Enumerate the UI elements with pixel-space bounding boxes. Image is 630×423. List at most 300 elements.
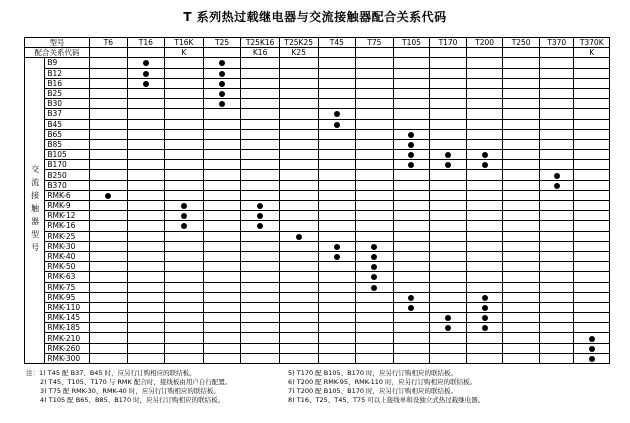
contactor-label: B65 xyxy=(45,129,90,139)
match-cell xyxy=(203,323,241,333)
match-cell xyxy=(503,190,540,200)
match-cell xyxy=(90,272,128,282)
match-cell xyxy=(127,231,165,241)
match-cell xyxy=(430,313,467,323)
match-cell xyxy=(356,129,394,139)
match-cell xyxy=(356,292,394,302)
match-cell xyxy=(393,323,430,333)
table-row xyxy=(25,160,610,170)
match-cell xyxy=(279,150,318,160)
match-cell xyxy=(127,88,165,98)
code-cell xyxy=(318,48,356,58)
match-cell xyxy=(127,78,165,88)
match-cell xyxy=(356,139,394,149)
table-row xyxy=(25,333,610,343)
match-cell xyxy=(539,262,574,272)
match-cell xyxy=(356,353,394,363)
relay-header: T6 xyxy=(90,38,128,48)
match-cell xyxy=(393,241,430,251)
match-cell xyxy=(503,241,540,251)
match-cell xyxy=(203,343,241,353)
match-cell xyxy=(165,78,204,88)
contactor-label: RMK-25 xyxy=(45,231,90,241)
match-cell xyxy=(241,201,280,211)
match-cell xyxy=(393,272,430,282)
table-row xyxy=(25,58,610,68)
match-cell xyxy=(393,313,430,323)
contactor-label: RMK-75 xyxy=(45,282,90,292)
match-cell xyxy=(203,58,241,68)
match-cell xyxy=(279,109,318,119)
table-row xyxy=(25,78,610,88)
contactor-side-label: 交流接触器型号 xyxy=(25,58,45,364)
match-cell xyxy=(127,302,165,312)
match-cell xyxy=(318,68,356,78)
match-cell xyxy=(539,221,574,231)
table-row xyxy=(25,211,610,221)
match-cell xyxy=(539,58,574,68)
match-cell xyxy=(241,241,280,251)
match-cell xyxy=(393,333,430,343)
match-cell xyxy=(356,160,394,170)
match-cell xyxy=(430,221,467,231)
match-cell xyxy=(318,231,356,241)
match-cell xyxy=(539,109,574,119)
match-cell xyxy=(279,313,318,323)
contactor-label: RMK-63 xyxy=(45,272,90,282)
match-cell xyxy=(127,139,165,149)
match-cell xyxy=(466,292,503,302)
match-cell xyxy=(241,170,280,180)
match-cell xyxy=(165,109,204,119)
match-cell xyxy=(503,343,540,353)
match-cell xyxy=(356,302,394,312)
match-dot-icon xyxy=(181,213,187,219)
match-cell xyxy=(279,170,318,180)
header-row-code xyxy=(25,48,610,58)
match-cell xyxy=(127,129,165,139)
match-cell xyxy=(466,109,503,119)
match-cell xyxy=(203,333,241,343)
table-row xyxy=(25,139,610,149)
match-cell xyxy=(574,68,610,78)
match-cell xyxy=(503,323,540,333)
match-cell xyxy=(503,180,540,190)
match-cell xyxy=(356,282,394,292)
match-cell xyxy=(574,88,610,98)
match-cell xyxy=(539,353,574,363)
note-line: 6) T200 配 RMK-95、RMK-110 时，应另行订购相应的联结板。 xyxy=(288,378,477,386)
relay-header: T370K xyxy=(574,38,610,48)
match-cell xyxy=(127,221,165,231)
match-cell xyxy=(503,231,540,241)
match-cell xyxy=(90,262,128,272)
match-cell xyxy=(430,262,467,272)
match-cell xyxy=(165,323,204,333)
compatibility-table xyxy=(24,37,610,364)
match-cell xyxy=(318,262,356,272)
match-cell xyxy=(241,343,280,353)
match-cell xyxy=(356,272,394,282)
match-cell xyxy=(503,150,540,160)
table-row xyxy=(25,353,610,363)
match-cell xyxy=(539,292,574,302)
match-cell xyxy=(539,88,574,98)
match-cell xyxy=(539,272,574,282)
match-cell xyxy=(279,190,318,200)
match-cell xyxy=(574,99,610,109)
match-cell xyxy=(356,68,394,78)
match-cell xyxy=(574,231,610,241)
match-cell xyxy=(539,160,574,170)
match-cell xyxy=(127,353,165,363)
match-cell xyxy=(430,119,467,129)
code-cell xyxy=(539,48,574,58)
table-row xyxy=(25,88,610,98)
match-cell xyxy=(539,302,574,312)
match-cell xyxy=(203,78,241,88)
match-cell xyxy=(466,190,503,200)
match-cell xyxy=(430,129,467,139)
match-cell xyxy=(165,251,204,261)
match-cell xyxy=(356,211,394,221)
match-cell xyxy=(503,88,540,98)
match-cell xyxy=(503,353,540,363)
match-cell xyxy=(90,119,128,129)
match-cell xyxy=(466,302,503,312)
match-dot-icon xyxy=(482,315,488,321)
match-cell xyxy=(241,129,280,139)
match-cell xyxy=(574,251,610,261)
contactor-label: RMK-50 xyxy=(45,262,90,272)
match-cell xyxy=(90,150,128,160)
match-cell xyxy=(279,201,318,211)
match-dot-icon xyxy=(482,152,488,158)
match-cell xyxy=(466,251,503,261)
match-cell xyxy=(127,251,165,261)
match-cell xyxy=(466,180,503,190)
match-dot-icon xyxy=(482,325,488,331)
relay-header: T200 xyxy=(466,38,503,48)
match-cell xyxy=(430,272,467,282)
match-cell xyxy=(574,170,610,180)
match-cell xyxy=(574,139,610,149)
note-line: 4) T105 配 B65、B85、B170 时，应另行订购相应的联结板。 xyxy=(40,396,225,404)
match-cell xyxy=(466,353,503,363)
match-cell xyxy=(90,231,128,241)
match-cell xyxy=(318,170,356,180)
match-cell xyxy=(430,323,467,333)
match-cell xyxy=(466,333,503,343)
contactor-label: B30 xyxy=(45,99,90,109)
match-cell xyxy=(318,272,356,282)
match-cell xyxy=(241,68,280,78)
match-cell xyxy=(393,201,430,211)
table-row xyxy=(25,68,610,78)
match-cell xyxy=(574,353,610,363)
match-cell xyxy=(574,323,610,333)
match-cell xyxy=(165,119,204,129)
match-cell xyxy=(90,292,128,302)
match-cell xyxy=(393,251,430,261)
match-cell xyxy=(503,211,540,221)
match-cell xyxy=(503,99,540,109)
match-cell xyxy=(466,211,503,221)
contactor-label: RMK-6 xyxy=(45,190,90,200)
match-cell xyxy=(430,190,467,200)
match-cell xyxy=(539,190,574,200)
match-cell xyxy=(466,129,503,139)
match-cell xyxy=(393,262,430,272)
match-cell xyxy=(503,292,540,302)
table-row xyxy=(25,262,610,272)
code-cell: K25 xyxy=(279,48,318,58)
match-cell xyxy=(318,160,356,170)
match-cell xyxy=(165,180,204,190)
match-cell xyxy=(90,170,128,180)
match-cell xyxy=(318,201,356,211)
match-cell xyxy=(127,150,165,160)
match-dot-icon xyxy=(482,305,488,311)
match-cell xyxy=(430,333,467,343)
match-cell xyxy=(503,160,540,170)
match-cell xyxy=(127,58,165,68)
match-cell xyxy=(503,272,540,282)
match-cell xyxy=(318,292,356,302)
match-cell xyxy=(539,139,574,149)
match-cell xyxy=(574,282,610,292)
match-cell xyxy=(165,353,204,363)
note-line: 7) T200 配 B105、B170 时，应另行订购相应的联结板。 xyxy=(288,387,458,395)
match-cell xyxy=(539,150,574,160)
match-cell xyxy=(466,282,503,292)
match-cell xyxy=(203,313,241,323)
match-cell xyxy=(466,160,503,170)
relay-header: T250 xyxy=(503,38,540,48)
table-row xyxy=(25,313,610,323)
contactor-label: B37 xyxy=(45,109,90,119)
match-cell xyxy=(503,201,540,211)
match-cell xyxy=(503,139,540,149)
match-cell xyxy=(466,139,503,149)
table-row xyxy=(25,170,610,180)
contactor-label: B16 xyxy=(45,78,90,88)
match-cell xyxy=(203,180,241,190)
match-cell xyxy=(241,323,280,333)
match-cell xyxy=(279,241,318,251)
match-cell xyxy=(356,190,394,200)
match-cell xyxy=(393,221,430,231)
match-cell xyxy=(503,251,540,261)
match-cell xyxy=(574,190,610,200)
match-cell xyxy=(503,282,540,292)
match-dot-icon xyxy=(334,244,340,250)
match-cell xyxy=(241,272,280,282)
match-cell xyxy=(539,282,574,292)
match-cell xyxy=(539,78,574,88)
match-cell xyxy=(127,109,165,119)
match-cell xyxy=(203,99,241,109)
match-cell xyxy=(90,282,128,292)
match-dot-icon xyxy=(371,244,377,250)
match-cell xyxy=(574,313,610,323)
match-cell xyxy=(127,313,165,323)
match-cell xyxy=(165,129,204,139)
match-cell xyxy=(203,251,241,261)
match-cell xyxy=(127,343,165,353)
notes-right-column xyxy=(288,369,618,405)
relay-header: T16 xyxy=(127,38,165,48)
match-cell xyxy=(574,119,610,129)
match-cell xyxy=(279,251,318,261)
match-cell xyxy=(241,78,280,88)
match-cell xyxy=(393,150,430,160)
match-cell xyxy=(430,99,467,109)
note-line: 8) T16、T25、T45、T75 可以上接线单和设独立式热过载继电器。 xyxy=(288,396,485,404)
match-cell xyxy=(90,353,128,363)
match-cell xyxy=(539,343,574,353)
match-dot-icon xyxy=(589,346,595,352)
match-cell xyxy=(127,262,165,272)
code-cell xyxy=(466,48,503,58)
match-cell xyxy=(279,231,318,241)
match-cell xyxy=(90,313,128,323)
match-cell xyxy=(574,129,610,139)
match-cell xyxy=(318,150,356,160)
match-cell xyxy=(393,68,430,78)
match-cell xyxy=(203,221,241,231)
match-cell xyxy=(503,119,540,129)
match-cell xyxy=(241,231,280,241)
match-cell xyxy=(203,292,241,302)
match-cell xyxy=(241,282,280,292)
match-cell xyxy=(356,119,394,129)
match-dot-icon xyxy=(408,162,414,168)
match-dot-icon xyxy=(334,122,340,128)
relay-header: T25K25 xyxy=(279,38,318,48)
match-cell xyxy=(466,313,503,323)
match-cell xyxy=(203,109,241,119)
contactor-label: B85 xyxy=(45,139,90,149)
match-cell xyxy=(466,170,503,180)
match-cell xyxy=(203,150,241,160)
match-cell xyxy=(203,119,241,129)
match-cell xyxy=(241,150,280,160)
match-cell xyxy=(539,231,574,241)
match-cell xyxy=(318,343,356,353)
match-cell xyxy=(203,353,241,363)
relay-header: T45 xyxy=(318,38,356,48)
match-cell xyxy=(393,231,430,241)
match-cell xyxy=(90,109,128,119)
match-cell xyxy=(279,58,318,68)
match-cell xyxy=(466,201,503,211)
match-cell xyxy=(503,58,540,68)
match-cell xyxy=(393,58,430,68)
match-cell xyxy=(574,302,610,312)
match-cell xyxy=(318,302,356,312)
relay-header: T16K xyxy=(165,38,204,48)
match-cell xyxy=(203,190,241,200)
match-cell xyxy=(356,99,394,109)
match-cell xyxy=(466,58,503,68)
match-cell xyxy=(241,160,280,170)
match-cell xyxy=(241,353,280,363)
match-cell xyxy=(165,190,204,200)
match-cell xyxy=(539,180,574,190)
match-dot-icon xyxy=(408,132,414,138)
match-cell xyxy=(203,170,241,180)
relay-header: T75 xyxy=(356,38,394,48)
contactor-label: B370 xyxy=(45,180,90,190)
match-cell xyxy=(393,180,430,190)
match-cell xyxy=(165,221,204,231)
match-cell xyxy=(203,272,241,282)
match-dot-icon xyxy=(181,223,187,229)
match-cell xyxy=(539,119,574,129)
match-cell xyxy=(356,88,394,98)
match-cell xyxy=(574,343,610,353)
match-cell xyxy=(90,160,128,170)
match-cell xyxy=(318,241,356,251)
match-cell xyxy=(393,99,430,109)
match-cell xyxy=(430,241,467,251)
match-cell xyxy=(165,139,204,149)
match-cell xyxy=(430,180,467,190)
match-cell xyxy=(430,78,467,88)
match-cell xyxy=(318,139,356,149)
match-cell xyxy=(279,88,318,98)
code-cell xyxy=(90,48,128,58)
match-cell xyxy=(90,78,128,88)
match-cell xyxy=(466,150,503,160)
match-cell xyxy=(503,109,540,119)
model-label: 型号 xyxy=(25,38,90,48)
match-cell xyxy=(430,68,467,78)
match-cell xyxy=(241,313,280,323)
match-cell xyxy=(466,231,503,241)
contactor-label: RMK-40 xyxy=(45,251,90,261)
match-cell xyxy=(356,221,394,231)
table-row xyxy=(25,282,610,292)
match-dot-icon xyxy=(334,254,340,260)
match-cell xyxy=(279,160,318,170)
match-cell xyxy=(90,251,128,261)
match-cell xyxy=(90,58,128,68)
match-cell xyxy=(279,292,318,302)
match-cell xyxy=(356,109,394,119)
match-cell xyxy=(503,333,540,343)
match-cell xyxy=(574,211,610,221)
match-cell xyxy=(241,292,280,302)
match-cell xyxy=(279,211,318,221)
code-cell xyxy=(430,48,467,58)
match-cell xyxy=(466,241,503,251)
match-cell xyxy=(574,201,610,211)
match-cell xyxy=(466,119,503,129)
code-cell xyxy=(127,48,165,58)
match-cell xyxy=(318,119,356,129)
match-cell xyxy=(466,343,503,353)
contactor-label: RMK-300 xyxy=(45,353,90,363)
match-cell xyxy=(203,129,241,139)
match-cell xyxy=(127,190,165,200)
match-cell xyxy=(430,201,467,211)
match-cell xyxy=(165,201,204,211)
match-dot-icon xyxy=(408,142,414,148)
match-cell xyxy=(318,333,356,343)
match-cell xyxy=(539,99,574,109)
